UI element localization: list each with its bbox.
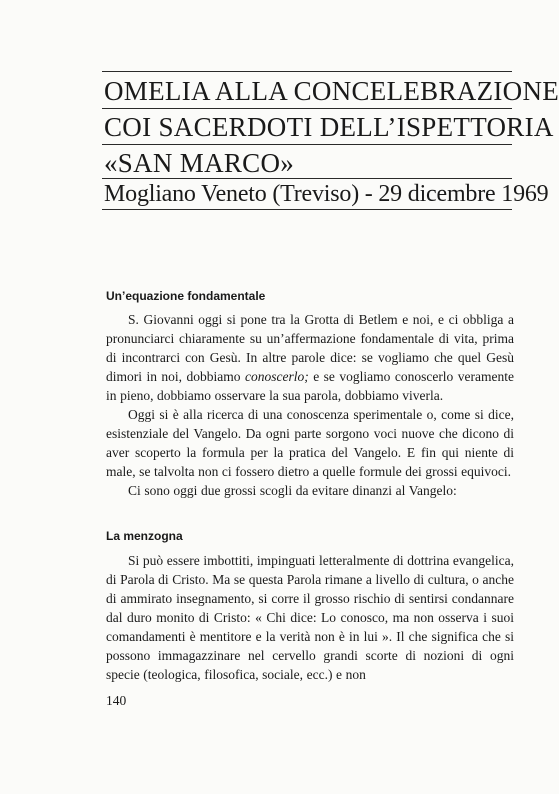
paragraph-3: Ci sono oggi due grossi scogli da evitare dinanzi al Vangelo: [128,483,457,498]
title-rule-3 [102,178,512,179]
paragraph-2: Oggi si è alla ricerca di una conoscenza sperimentale o, come si dice, esistenziale del Vangelo. Da ogni parte sorgono voci nuove che dicono di aver scoperto la formula per la pratica del Vangelo. E fin qui niente di male, se talvolta non ci fossero dietro a quelle formule dei grossi equivoci. [106,407,514,479]
title-rule-bottom [102,209,512,210]
section-heading-1: Un’equazione fondamentale [106,289,266,303]
title-rule-top [102,71,512,72]
title-rule-1 [102,108,512,109]
paragraph-1-emphasis: conoscerlo; [245,369,309,384]
subtitle: Mogliano Veneto (Treviso) - 29 dicembre 1969 [104,181,549,207]
section-heading-2: La menzogna [106,529,183,543]
page-number: 140 [106,693,127,708]
paragraph-1-text-b: e se vogliamo conoscerlo veramente in pieno, dobbiamo osservare la sua parola, dobbiamo viverla. [106,369,514,403]
paragraph-1 [106,310,514,405]
title-line-2: COI SACERDOTI DELL’ISPETTORIA [104,112,554,142]
paragraph-4: Si può essere imbottiti, impinguati letteralmente di dottrina evangelica, di Parola di Cristo. Ma se questa Parola rimane a livello di cultura, o anche di ammirato insegnamento, si corre il grosso rischio di sentirsi condannare dal duro monito di Cristo: « Chi dice: Lo conosco, ma non osserva i suoi comandamenti è mentitore e la verità non è in lui ». Il che significa che si possono immagazzinare nel cervello grandi scorte di nozioni di ogni specie (teologica, filosofica, sociale, ecc.) e non [106,553,514,682]
title-rule-2 [102,144,512,145]
title-line-1: OMELIA ALLA CONCELEBRAZIONE [104,76,559,106]
paragraph-1-text-a: S. Giovanni oggi si pone tra la Grotta di Betlem e noi, e ci obbliga a pronunciarci chiaramente su un’affermazione fondamentale di vita, prima di incontrarci con Gesù. In altre parole dice: se vogliamo che quel Gesù dimori in noi, dobbiamo [106,312,514,384]
title-line-3: «SAN MARCO» [104,148,295,178]
